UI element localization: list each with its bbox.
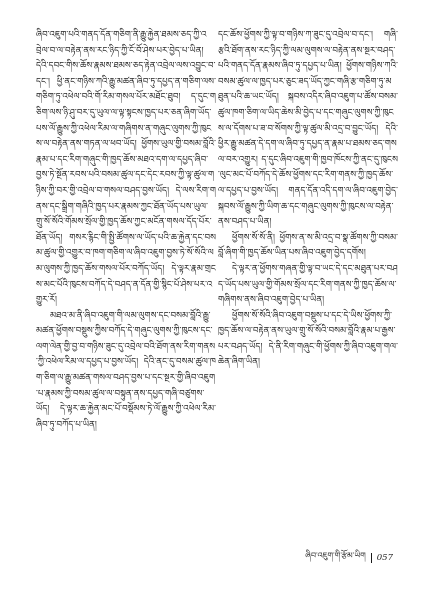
left-text-column <box>36 28 216 433</box>
page-footer <box>305 546 393 569</box>
footer-divider <box>371 553 372 563</box>
paragraph: ཕྱོགས་སོ་སོའི་ཞིབ་འཇུག་བསྡུས་པ་དང་དེ་ཡིས་ཕྱོགས་ཀྱི་ཁྱད་ཆོས་ལ་བརྟེན་ནས་ཡུལ་གྲུ་སོ་སོའི་བསམ་བློའི་རྣམ་པ་རྒྱས་པར་བཤད་ཡོད། དེ་ནི་རིག་གཞུང་གི་ཕྱོགས་ཀྱི་ཞིབ་འཇུག་གལ་ཆེན་ཞིག་ཡིན། <box>218 310 398 368</box>
page-number: 057 <box>376 552 393 563</box>
paragraph: ཕྱོགས་སོ་སོ་ནི། ཕྱོགས་ན་ས་མི་འདྲ་བ་སྣ་ཚོགས་ཀྱི་བསམ་བློ་ཞིག་གི་ཁྱད་ཆོས་ཡིན་པས་ཞིབ་འཇུག་བྱེད་དགོས། <box>218 232 398 259</box>
paragraph: མཐའ་མ་ནི་ཞིབ་འཇུག་གི་ལམ་ལུགས་དང་བསམ་བློའི་རྒྱུ་མཚན་ཕྱོགས་བསྡུས་ཀྱིས་བཀོད་དེ་གཞུང་ལུགས་ཀྱི་ཁུངས་དང་ལག་ལེན་གྱི་བྱ་བ་གཉིས་ཟུང་དུ་འབྲེལ་བའི་ཐོག་ནས་རིག་གནས་ཀྱི་འཕེལ་རིམ་ལ་དཔྱད་པ་བྱས་ཡོད། དེའི་ནང་དུ་བསམ་ཚུལ་ཁག་ཅིག་ལ་རྒྱུ་མཚན་གསལ་བཤད་བྱས་པ་དང་སྔར་གྱི་ཞིབ་འཇུག་པ་རྣམས་ཀྱི་བསམ་ཚུལ་ལ་བསྟུན་ནས་དཔྱད་གཞི་བཙུགས་ཡོད། དེ་ལྟར་ཆ་རྐྱེན་མང་པོ་བསྡོམས་ཏེ་ལོ་རྒྱུས་ཀྱི་འཕེལ་རིམ་ཞིབ་ཏུ་བཀོད་པ་ཡིན། <box>36 310 216 430</box>
right-text-column <box>218 28 398 371</box>
paragraph: དང་ཆོས་ཕྱོགས་ཀྱི་ལྟ་བ་གཉིས་ཀ་ཟུང་དུ་འབྲེལ་བ་དང་། གཞི་རྩའི་ཐོག་ནས་རང་ཉིད་ཀྱི་ལམ་ལུགས་ལ་བརྟེན་ནས་སྔར་བཤད་པའི་གནད་དོན་རྣམས་ཞིབ་ཏུ་དཔྱད་པ་ཡིན། ཕྱོགས་གཉིས་ཀའི་བསམ་ཚུལ་ལ་ཁྱད་པར་ཅུང་ཟད་ཡོད་ཀྱང་གཞི་རྩ་གཅིག་ཏུ་མཐུན་པའི་ཆ་ཡང་ཡོད། སྐབས་འདིར་ཞིབ་འཇུག་པ་ཚོས་བསམ་ཚུལ་ཁག་ཅིག་ལ་ཡིད་ཆེས་མི་བྱེད་པ་དང་གཞུང་ལུགས་ཀྱི་ཁུངས་ལ་དོགས་པ་ཟ་བ་སོགས་ཀྱི་ལྟ་ཚུལ་མི་འདྲ་བ་བྱུང་ཡོད། དེའི་ཕྱིར་རྒྱུ་མཚན་དེ་དག་ལ་ཞིབ་ཏུ་དཔྱད་ན་རྣམ་པ་ཐམས་ཅད་གསལ་བར་འགྱུར། ད་དུང་ཞིབ་འཇུག་གི་ཁྱབ་ཁོངས་ཀྱི་ནང་དུ་ཁུངས་ལུང་མང་པོ་བཀོད་དེ་ཆོས་ཕྱོགས་དང་རིག་གནས་ཀྱི་ཁྱད་ཆོས་ལ་དཔྱད་པ་བྱས་ཡོད། གནད་དོན་འདི་དག་ལ་ཞིབ་འཇུག་བྱེད་སྐབས་ལོ་རྒྱུས་ཀྱི་ཡིག་ཆ་དང་གཞུང་ལུགས་ཀྱི་ཁུངས་ལ་བརྟེན་ནས་བཤད་པ་ཡིན། <box>218 30 398 228</box>
running-title: ཞིབ་འཇུག་གི་རྩོམ་ཡིག <box>305 551 366 560</box>
paragraph: དེ་ལྟར་ན་ཕྱོགས་གཞན་གྱི་ལྟ་བ་ཡང་དེ་དང་མཐུན་པར་བཤད་ཡོད་པས་ཡུལ་གྱི་གོམས་སྲོལ་དང་རིག་གནས་ཀྱི་ཁྱད་ཆོས་ལ་གཞིགས་ནས་ཞིབ་འཇུག་བྱེད་པ་ཡིན། <box>218 263 398 306</box>
paragraph: ཞིབ་འཇུག་པའི་གནད་དོན་གཅིག་ནི་རྒྱུ་རྐྱེན་ཐམས་ཅད་ཀྱི་འབྲེལ་བ་ལ་བརྟེན་ནས་རང་ཉིད་ཀྱི་ངོ་བོ་ཤེས་པར་བྱེད་པ་ཡིན། དེའི་དབང་གིས་ཆོས་རྣམས་ཐམས་ཅད་རྟེན་འབྲེལ་ལས་འབྱུང་བ་དང་། ཕྱི་ནང་གཉིས་ཀའི་རྒྱུ་མཚན་ཞིབ་ཏུ་དཔྱད་ན་གཅིག་ལས་གཅིག་ཏུ་འཕེལ་བའི་གོ་རིམ་གསལ་པོར་མཐོང་ཐུབ། ད་དུང་གཅིག་ལས་ཉི་ཤུ་བར་དུ་ཡུལ་ལ་ལྟ་སྟངས་ཁྱད་པར་ཅན་ཞིག་ཡོད་པས་ལོ་རྒྱུས་ཀྱི་འཕེལ་རིམ་ལ་གཞིགས་ན་གཞུང་ལུགས་ཀྱི་ཁུངས་ལ་བརྟེན་ནས་གཏན་ལ་ཕབ་ཡོད། ཕྱོགས་ཡུལ་གྱི་བསམ་བློའི་རྣམ་པ་དང་རིག་གཞུང་གི་ཁྱད་ཆོས་མཐའ་དག་ལ་དཔྱད་ཞིབ་བྱས་ཏེ་སྔོན་རབས་པའི་བསམ་ཚུལ་དང་དེང་རབས་ཀྱི་ལྟ་ཚུལ་གཉིས་ཀྱི་བར་གྱི་འབྲེལ་བ་གསལ་བཤད་བྱས་ཡོད། དེ་ལས་རིག་གནས་དང་སྒྲིག་གཞིའི་ཁྱད་པར་རྣམས་ཀྱང་ཐོན་ཡོད་པས་ཡུལ་གྲུ་སོ་སོའི་གོམས་སྲོལ་གྱི་ཁྱད་ཆོས་ཀྱང་མངོན་གསལ་དོད་པོར་ཐོན་ཡོད། གསར་རྙིང་གི་སྤྱི་ཚོགས་ལ་ཡོད་པའི་ཆ་རྐྱེན་དང་བསམ་ཚུལ་གྱི་འགྱུར་བ་ཁག་གཅིག་ལ་ཞིབ་འཇུག་བྱས་ཏེ་སོ་སོའི་ལམ་ལུགས་ཀྱི་ཁྱད་ཆོས་གསལ་པོར་བཀོད་ཡོད། དེ་ལྟར་རྣམ་གྲངས་མང་པོའི་ཁུངས་བཀོད་དེ་བཤད་ན་དོན་གྱི་སྙིང་པོ་ཤེས་པར་འགྱུར་རོ། <box>36 30 216 306</box>
